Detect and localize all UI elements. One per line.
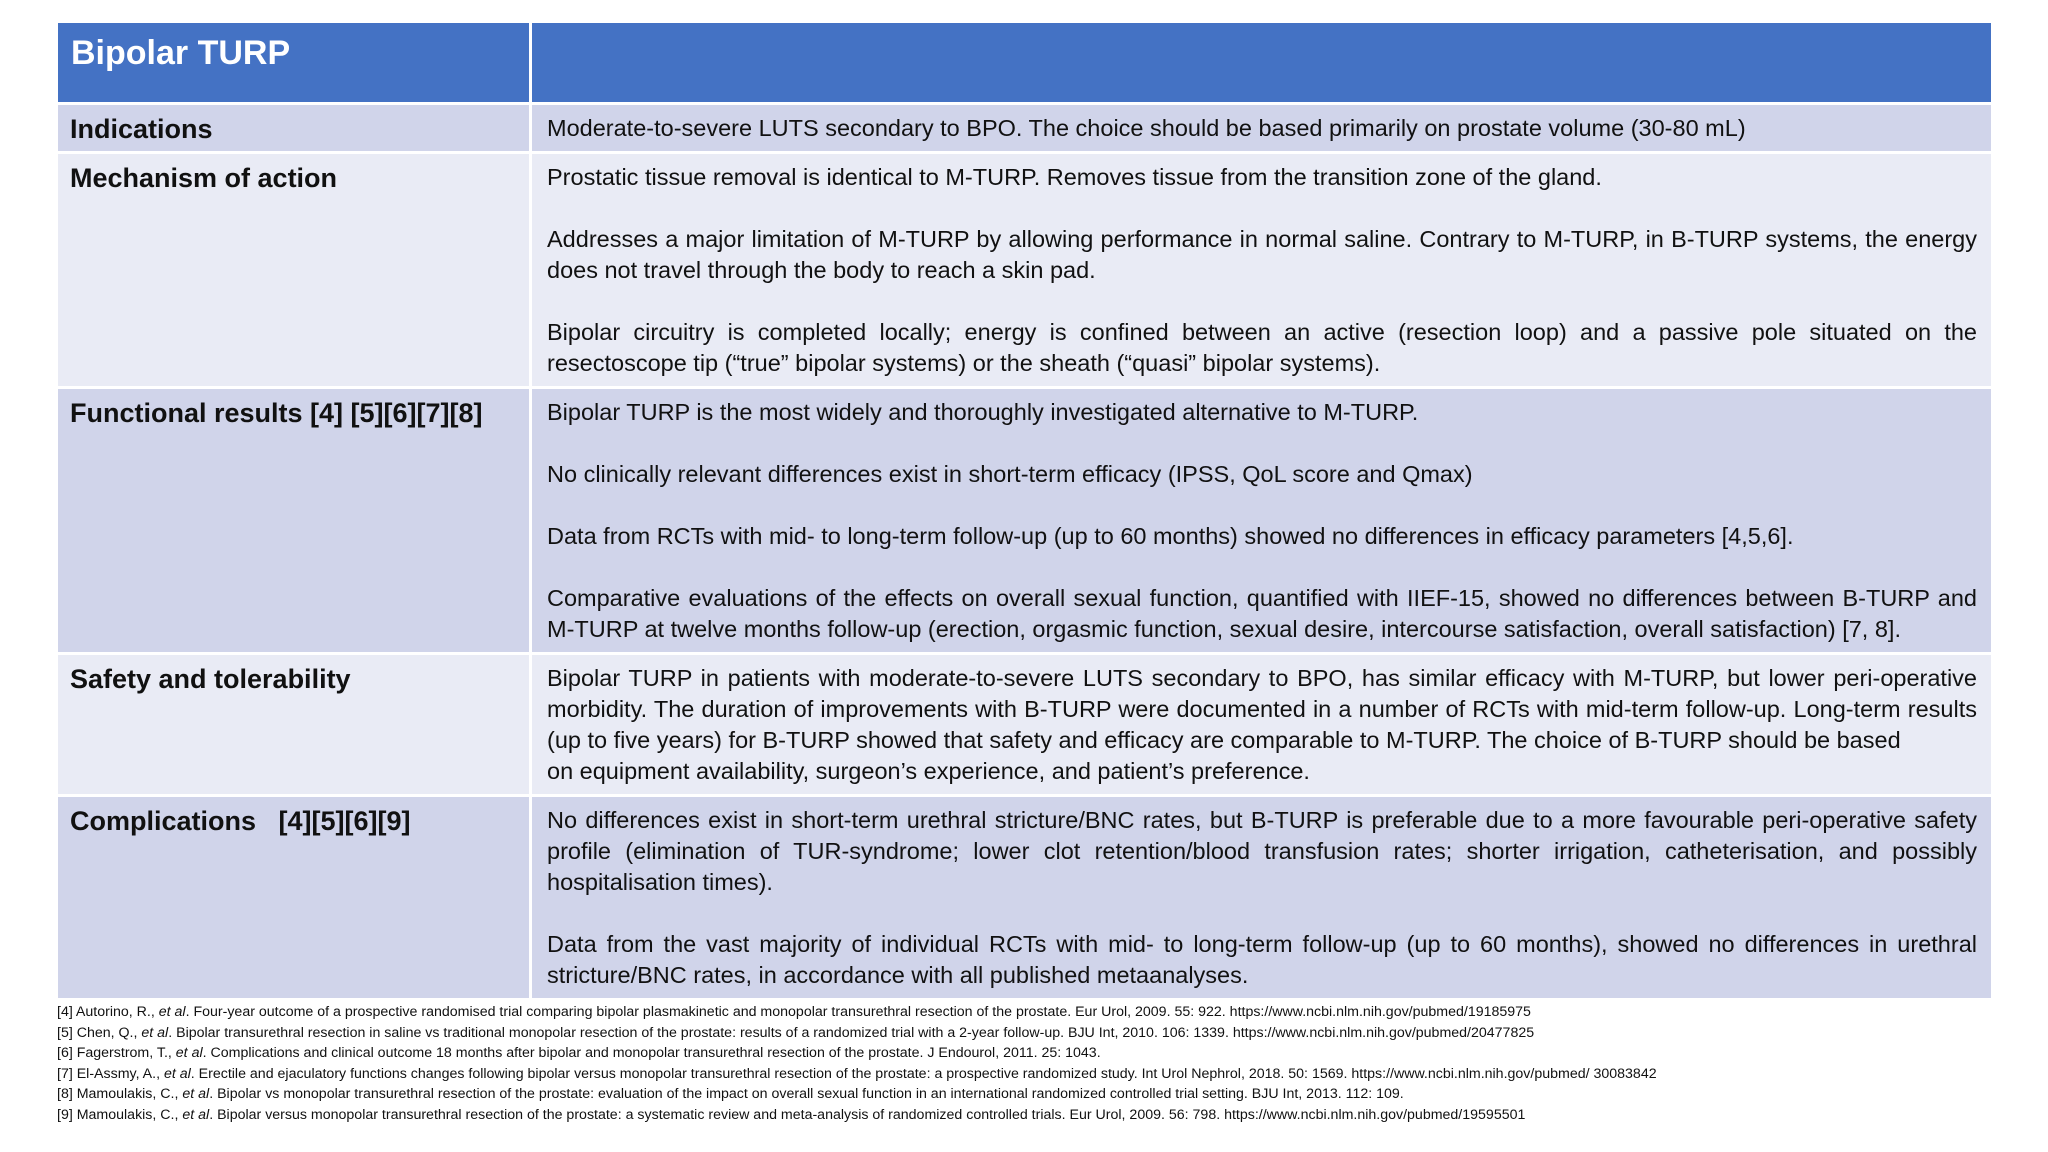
reference-item bbox=[57, 1002, 1997, 1023]
table-header-row bbox=[57, 22, 1993, 104]
row-complications bbox=[57, 796, 1993, 1000]
reference-text: . Erectile and ejaculatory functions changes following bipolar versus monopolar transurethral resection of the prostate: a prospective randomized study. Int Urol Nephrol, 2018. 50: 1569. https://www.ncbi.nlm.nih.gov/pubmed/ 30083842 bbox=[190, 1065, 1657, 1082]
reference-etal: et al bbox=[175, 1045, 203, 1062]
reference-etal: et al bbox=[182, 1086, 210, 1103]
row-safety bbox=[57, 654, 1993, 796]
reference-item bbox=[57, 1064, 1997, 1085]
reference-text: [8] Mamoulakis, C., bbox=[57, 1086, 183, 1103]
reference-text: [9] Mamoulakis, C., bbox=[57, 1106, 183, 1123]
reference-item bbox=[57, 1043, 1997, 1064]
references-list bbox=[57, 1002, 1997, 1126]
paragraph: Bipolar TURP in patients with moderate-to-severe LUTS secondary to BPO, has similar efficacy with M-TURP, but lower peri-operative morbidity. The duration of improvements with B-TURP were documented in a number of RCTs with mid-term follow-up. Long-term results (up to five years) for B-TURP showed that safety and efficacy are comparable to M-TURP. The choice of B-TURP should be based bbox=[547, 665, 1977, 753]
row-label-safety: Safety and tolerability bbox=[57, 654, 531, 796]
row-body-complications bbox=[531, 796, 1993, 1000]
reference-item bbox=[57, 1023, 1997, 1044]
paragraph: Data from the vast majority of individual RCTs with mid- to long-term follow-up (up to 60 months), showed no differences in urethral stricture/BNC rates, in accordance with all published metaanalyses. bbox=[547, 931, 1977, 988]
row-body-functional-results bbox=[531, 388, 1993, 654]
reference-text: [5] Chen, Q., bbox=[57, 1024, 142, 1041]
reference-text: . Bipolar versus monopolar transurethral resection of the prostate: a systematic review and meta-analysis of randomized controlled trials. Eur Urol, 2009. 56: 798. https://www.ncbi.nlm.nih.gov/pubmed/19595501 bbox=[209, 1106, 1526, 1123]
reference-etal: et al bbox=[158, 1004, 186, 1020]
reference-etal: et al bbox=[163, 1065, 191, 1082]
reference-text: . Bipolar vs monopolar transurethral resection of the prostate: evaluation of the impact on overall sexual function in an international randomized controlled trial setting. BJU Int, 2013. 112: 109. bbox=[209, 1086, 1404, 1103]
row-functional-results bbox=[57, 388, 1993, 654]
row-body-indications bbox=[531, 104, 1993, 153]
reference-item bbox=[57, 1105, 1997, 1126]
reference-item bbox=[57, 1084, 1997, 1105]
row-mechanism bbox=[57, 153, 1993, 388]
row-indications bbox=[57, 104, 1993, 153]
reference-text: [6] Fagerstrom, T., bbox=[57, 1045, 176, 1062]
table-header-right-cell bbox=[531, 22, 1993, 104]
paragraph: Bipolar circuitry is completed locally; energy is confined between an active (resection loop) and a passive pole situated on the resectoscope tip (“true” bipolar systems) or the sheath (“quasi” bipolar systems). bbox=[547, 319, 1977, 376]
paragraph: Moderate-to-severe LUTS secondary to BPO. The choice should be based primarily on prostate volume (30-80 mL) bbox=[547, 115, 1746, 141]
paragraph: Bipolar TURP is the most widely and thoroughly investigated alternative to M-TURP. bbox=[547, 399, 1419, 425]
reference-text: [7] El-Assmy, A., bbox=[57, 1065, 164, 1082]
paragraph: No differences exist in short-term urethral stricture/BNC rates, but B-TURP is preferable due to a more favourable peri-operative safety profile (elimination of TUR-syndrome; lower clot retention/blood transfusion rates; shorter irrigation, catheterisation, and possibly hospitalisation times). bbox=[547, 807, 1977, 895]
reference-text: [4] Autorino, R., bbox=[57, 1004, 159, 1020]
paragraph: Data from RCTs with mid- to long-term follow-up (up to 60 months) showed no differences in efficacy parameters [4,5,6]. bbox=[547, 523, 1794, 549]
reference-etal: et al bbox=[141, 1024, 169, 1041]
row-label-indications: Indications bbox=[57, 104, 531, 153]
bipolar-turp-table bbox=[55, 20, 1994, 1001]
table-title-cell bbox=[57, 22, 531, 104]
row-label-complications: Complications [4][5][6][9] bbox=[57, 796, 531, 1000]
reference-text: . Bipolar transurethral resection in saline vs traditional monopolar resection of the prostate: results of a randomized trial with a 2-year follow-up. BJU Int, 2010. 106: 1339. https://www.ncbi.nlm.nih.gov/pubmed/20477825 bbox=[168, 1024, 1535, 1041]
table-title: Bipolar TURP bbox=[71, 34, 291, 72]
reference-text: . Four-year outcome of a prospective randomised trial comparing bipolar plasmakinetic and monopolar transurethral resection of the prostate. Eur Urol, 2009. 55: 922. https://www.ncbi.nlm.nih.gov/pubmed/19185975 bbox=[185, 1004, 1531, 1020]
reference-etal: et al bbox=[182, 1106, 210, 1123]
paragraph: No clinically relevant differences exist in short-term efficacy (IPSS, QoL score and Qmax) bbox=[547, 461, 1473, 487]
row-label-mechanism: Mechanism of action bbox=[57, 153, 531, 388]
paragraph: on equipment availability, surgeon’s experience, and patient’s preference. bbox=[547, 758, 1310, 784]
row-label-functional-results: Functional results [4] [5][6][7][8] bbox=[57, 388, 531, 654]
paragraph: Prostatic tissue removal is identical to M-TURP. Removes tissue from the transition zone of the gland. bbox=[547, 164, 1602, 190]
row-body-mechanism bbox=[531, 153, 1993, 388]
row-body-safety bbox=[531, 654, 1993, 796]
reference-text: . Complications and clinical outcome 18 months after bipolar and monopolar transurethral resection of the prostate. J Endourol, 2011. 25: 1043. bbox=[202, 1045, 1101, 1062]
paragraph: Addresses a major limitation of M-TURP by allowing performance in normal saline. Contrary to M-TURP, in B-TURP systems, the energy does not travel through the body to reach a skin pad. bbox=[547, 226, 1977, 283]
paragraph: Comparative evaluations of the effects on overall sexual function, quantified with IIEF-15, showed no differences between B-TURP and M-TURP at twelve months follow-up (erection, orgasmic function, sexual desire, intercourse satisfaction, overall satisfaction) [7, 8]. bbox=[547, 585, 1977, 642]
